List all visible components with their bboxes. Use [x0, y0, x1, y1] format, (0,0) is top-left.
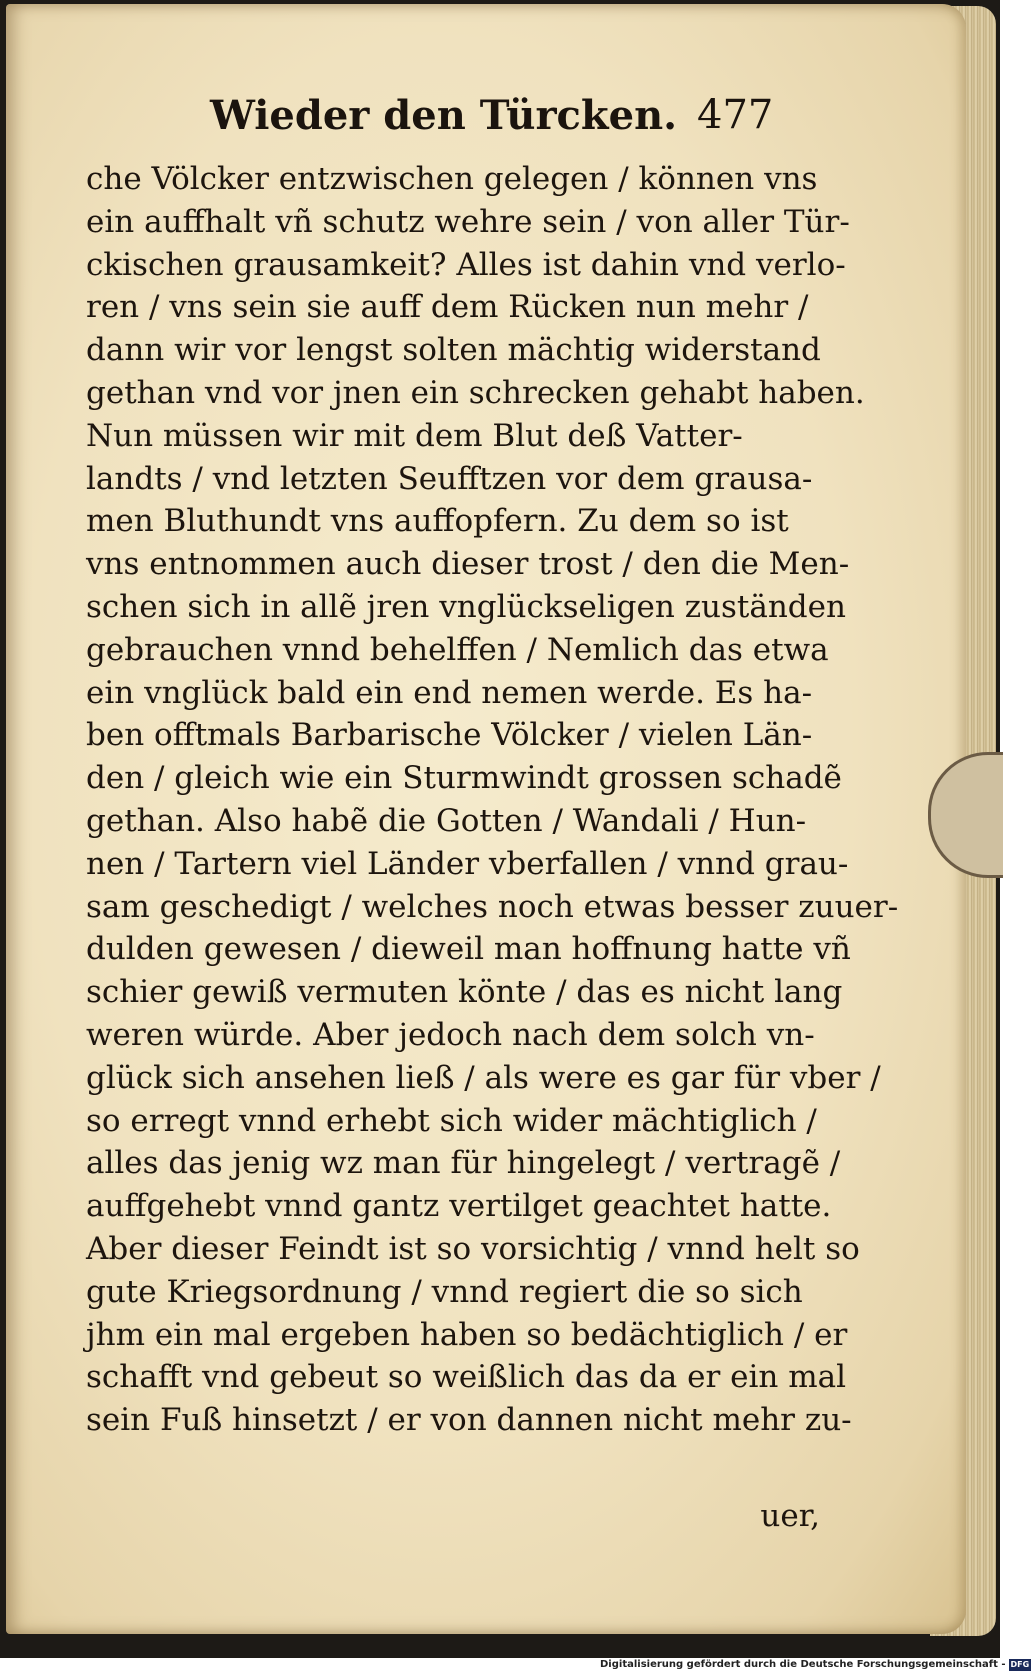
digitization-credit: [600, 1657, 1030, 1673]
dfg-logo: DFG: [1010, 1660, 1030, 1669]
text-line: gethan vnd vor jnen ein schrecken gehabt haben.: [86, 374, 865, 411]
text-line: schen sich in allẽ jren vnglückseligen zuständen: [86, 588, 846, 625]
text-line: schafft vnd gebeut so weißlich das da er ein mal: [86, 1359, 846, 1396]
text-line: ben offtmals Barbarische Völcker / vielen Län-: [86, 717, 813, 754]
text-line: so erregt vnnd erhebt sich wider mächtiglich /: [86, 1102, 817, 1139]
text-line: weren würde. Aber jedoch nach dem solch vn-: [86, 1016, 815, 1053]
text-line: nen / Tartern viel Länder vberfallen / vnnd grau-: [86, 845, 849, 882]
text-line: ein auffhalt vñ schutz wehre sein / von aller Tür-: [86, 203, 850, 240]
text-line: dulden gewesen / dieweil man hoffnung hatte vñ: [86, 931, 851, 968]
text-line: gebrauchen vnnd behelffen / Nemlich das etwa: [86, 631, 829, 668]
text-line: vns entnommen auch dieser trost / den die Men-: [86, 546, 850, 583]
text-line: sam geschedigt / welches noch etwas besser zuuer-: [86, 888, 899, 925]
text-line: ren / vns sein sie auff dem Rücken nun mehr /: [86, 289, 809, 326]
text-line: schier gewiß vermuten könte / das es nicht lang: [86, 974, 843, 1011]
text-line: Aber dieser Feindt ist so vorsichtig / vnnd helt so: [86, 1230, 860, 1267]
body-text: [86, 158, 899, 1442]
credit-text: Digitalisierung gefördert durch die Deutsche Forschungsgemeinschaft -: [600, 1659, 1006, 1670]
text-line: Nun müssen wir mit dem Blut deß Vatter-: [86, 417, 743, 454]
text-line: jhm ein mal ergeben haben so bedächtiglich / er: [86, 1316, 848, 1353]
text-line: men Bluthundt vns auffopfern. Zu dem so ist: [86, 503, 789, 540]
text-line: landts / vnd letzten Seufftzen vor dem grausa-: [86, 460, 813, 497]
catchword: uer,: [760, 1498, 820, 1534]
text-line: ein vnglück bald ein end nemen werde. Es ha-: [86, 674, 813, 711]
text-line: auffgehebt vnnd gantz vertilget geachtet hatte.: [86, 1188, 832, 1225]
page-number: 477: [697, 92, 774, 138]
text-line: che Völcker entzwischen gelegen / können vns: [86, 161, 818, 197]
text-line: alles das jenig wz man für hingelegt / vertragẽ /: [86, 1145, 841, 1182]
text-line: gute Kriegsordnung / vnnd regiert die so sich: [86, 1273, 803, 1310]
text-line: glück sich ansehen ließ / als were es gar für vber /: [86, 1059, 881, 1096]
text-line: den / gleich wie ein Sturmwindt grossen schadẽ: [86, 760, 842, 797]
text-line: gethan. Also habẽ die Gotten / Wandali / Hun-: [86, 802, 807, 839]
text-line: ckischen grausamkeit? Alles ist dahin vnd verlo-: [86, 246, 846, 283]
text-line: dann wir vor lengst solten mächtig widerstand: [86, 332, 821, 369]
running-head: Wieder den Türcken.: [210, 92, 678, 139]
text-line: sein Fuß hinsetzt / er von dannen nicht mehr zu-: [86, 1402, 852, 1439]
